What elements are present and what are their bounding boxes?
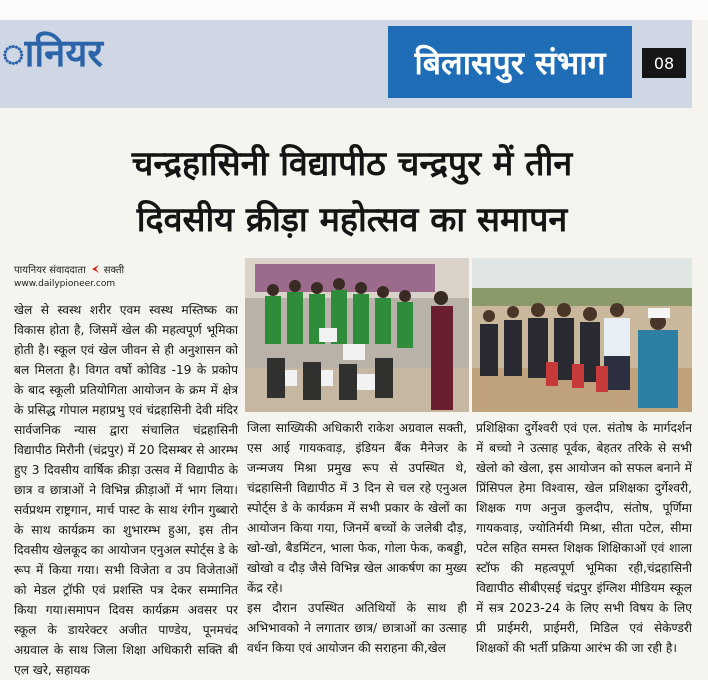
headline-line-1: चन्द्रहासिनी विद्यापीठ चन्द्रपुर में तीन — [131, 144, 573, 184]
headline — [10, 136, 694, 248]
photo-guests-seated — [472, 258, 692, 412]
byline — [14, 262, 124, 276]
photo-students-certificates — [245, 258, 469, 412]
article-column-3: प्रशिक्षिका दुर्गेश्वरी एवं एल. संतोष के मार्गदर्शन में बच्चो ने उत्साह पूर्वक, बेहतर तरिके से सभी खेलो को खेला, इस आयोजन को सफल बनाने में प्रिंसिपल हेमा विश्वास, खेल प्रशिक्षका दुर्गेश्वरी, शिक्षक गण अनुज कुलदीप, संतोष, पूर्णिमा गायकवाड़, ज्योतिर्मयी मिश्रा, सीता पटेल, सीमा पटेल सहित समस्त शिक्षक शिक्षिकाओं एवं शाला स्टॉफ की महत्वपूर्ण भूमिका रही,चंद्रहासिनी विद्यापीठ सीबीएसई चंद्रपुर इंग्लिश मीडियम स्कूल में सत्र 2023-24 के लिए सभी विषय के लिए प्री प्राईमरी, प्राईमरी, मिडिल एवं सेकेण्डरी शिक्षकों की भर्ती प्रक्रिया आरंभ की जा रही है। — [476, 421, 692, 655]
section-tag: बिलासपुर संभाग — [388, 26, 632, 98]
article-column-1: खेल से स्वस्थ शरीर एवम स्वस्थ मस्तिष्क का विकास होता है, जिसमें खेल की महत्वपूर्ण भूमिका होती है। स्कूल एवं खेल जीवन से ही अनुशासन को बल मिलता है। विगत वर्षो कोविड -19 के प्रकोप के बाद स्कूली प्रतियोगिता आयोजन के क्रम में क्षेत्र के प्रसिद्ध गोपाल महाप्रभु एवं चंद्रहासिनी देवी मंदिर सार्वजनिक न्यास द्वारा संचालित चंद्रहासिनी विद्यापीठ मिरौनी (चंद्रपुर) में 20 दिसम्बर से आरम्भ हुए 3 दिवसीय वार्षिक क्रीड़ा उत्सव में विद्यापीठ के छात्र व छात्राओं ने विभिन्न क्रीड़ाओं में भाग लिया। सर्वप्रथम राष्ट्रगान, मार्च पास्ट के साथ रंगीन गुब्बारो के साथ कार्यक्रम का शुभारम्भ हुआ, इस तीन दिवसीय खेलकूद का आयोजन एनुअल स्पोर्ट्स डे के रूप में किया गया। सभी विजेता व उप विजेताओं को मेडल ट्रॉफी एवं प्रशस्ति पत्र देकर सम्मानित किया गया।समापन दिवस कार्यक्रम अवसर पर स्कूल के डायरेक्टर अजीत पाण्डेय, पूनमचंद अग्रवाल के साथ जिला शिक्षा अधिकारी सक्ति बी एल खरे, सहायक — [14, 303, 238, 676]
masthead-paper-name-fragment: ानियर — [2, 31, 103, 75]
website-url: www.dailypioneer.com — [14, 279, 116, 289]
byline-source: पायनियर संवाददाता — [14, 265, 86, 276]
article-column-2: जिला साख्यिकी अधिकारी राकेश अग्रवाल सक्ती, एस आई गायकवाड़, इंडियन बैंक मैनेजर के जन्मजय मिश्रा प्रमुख रूप से उपस्थित थे, चंद्रहासिनी विद्यापीठ में 3 दिन से चल रहे एनुअल स्पोर्ट्स डे के कार्यक्रम में सभी प्रकार के खेलों का आयोजन किया गया, जिनमें बच्चों के जलेबी दौड़, खो-खो, बैडमिंटन, भाला फेक, गोला फेक, कबड्डी, खोखो व दौड़ जैसे विभिन्न खेल आकर्षण का मुख्य केंद्र रहे। इस दौरान उपस्थित अतिथियों के साथ ही अभिभावको ने लगातार छात्र/ छात्राओं का उत्साह वर्धन किया एवं आयोजन की सराहना की,खेल — [247, 421, 467, 655]
byline-arrow-icon — [90, 264, 100, 274]
page-number: 08 — [642, 48, 686, 78]
byline-place: सक्ती — [103, 265, 125, 276]
page-edge — [0, 0, 708, 20]
headline-line-2: दिवसीय क्रीड़ा महोत्सव का समापन — [136, 200, 568, 240]
